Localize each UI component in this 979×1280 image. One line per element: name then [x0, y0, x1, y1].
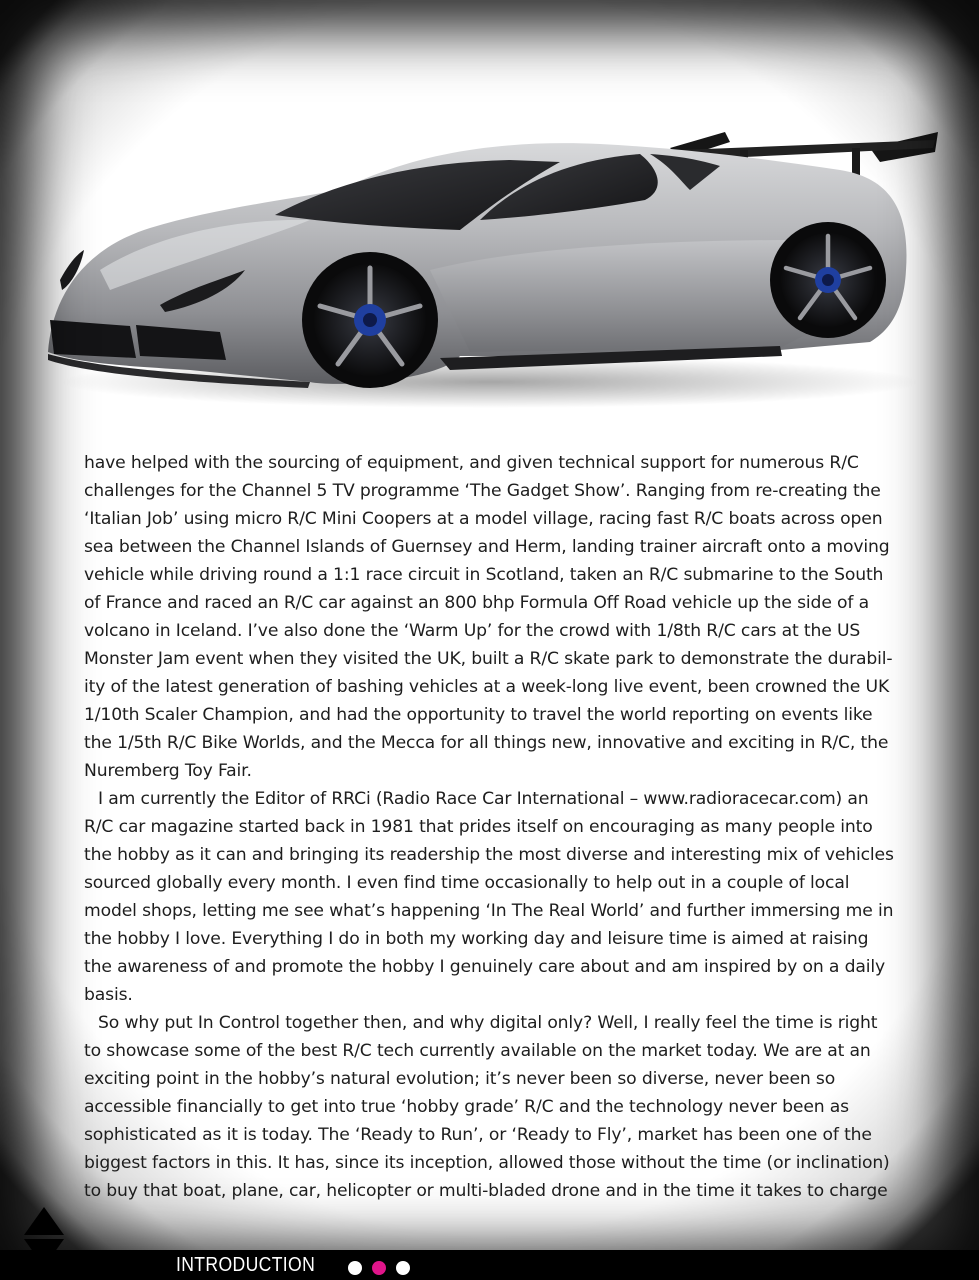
footer-white-band [410, 1254, 979, 1278]
page-dot-3[interactable] [396, 1261, 410, 1275]
page-indicator[interactable] [348, 1257, 415, 1275]
page-dot-2[interactable] [372, 1261, 386, 1275]
paragraph-3: So why put In Control together then, and why digital only? Well, I really feel the time is right to showcase some of the best R/C tech currently available on the market today. We are at an exciting point in the hobby’s natural evolution; it’s never been so diverse, never been so accessible financially to get into true ‘hobby grade’ R/C and the technology never been as sophisticated as it is today. The ‘Ready to Run’, or ‘Ready to Fly’, market has been one of the biggest factors in this. It has, since its inception, allowed those without the time (or inclination) to buy that boat, plane, car, helicopter or multi-bladed drone and in the time it takes to charge [84, 1013, 890, 1201]
article-body [84, 449, 896, 1205]
paragraph-2: I am currently the Editor of RRCi (Radio Race Car International – www.radioracecar.com) an R/C car magazine started back in 1981 that prides itself on encouraging as many people into the hobby as it can and bringing its readership the most diverse and interesting mix of vehicles sourced globally every month. I even find time occasionally to help out in a couple of local model shops, letting me see what’s happening ‘In The Real World’ and further immersing me in the hobby I love. Everything I do in both my working day and leisure time is aimed at raising the awareness of and promote the hobby I genuinely care about and am inspired by on a daily basis. [84, 789, 894, 1005]
section-label: INTRODUCTION [176, 1254, 316, 1276]
paragraph-1: have helped with the sourcing of equipment, and given technical support for numerous R/C challenges for the Channel 5 TV programme ‘The Gadget Show’. Ranging from re-creating the ‘Italian Job’ using micro R/C Mini Coopers at a model village, racing fast R/C boats across open sea between the Channel Islands of Guernsey and Herm, landing trainer aircraft onto a moving vehicle while driving round a 1:1 race circuit in Scotland, taken an R/C submarine to the South of France and raced an R/C car against an 800 bhp Formula Off Road vehicle up the side of a volcano in Iceland. I’ve also done the ‘Warm Up’ for the crowd with 1/8th R/C cars at the US Monster Jam event when they visited the UK, built a R/C skate park to demonstrate the durabil-ity of the latest generation of bashing vehicles at a week-long live event, been crowned the UK 1/10th Scaler Champion, and had the opportunity to travel the world reporting on events like the 1/5th R/C Bike Worlds, and the Mecca for all things new, innovative and exciting in R/C, the Nuremberg Toy Fair. [84, 453, 893, 781]
page-dot-1[interactable] [348, 1261, 362, 1275]
arrow-up-icon [24, 1207, 64, 1235]
car-photo [40, 120, 945, 420]
